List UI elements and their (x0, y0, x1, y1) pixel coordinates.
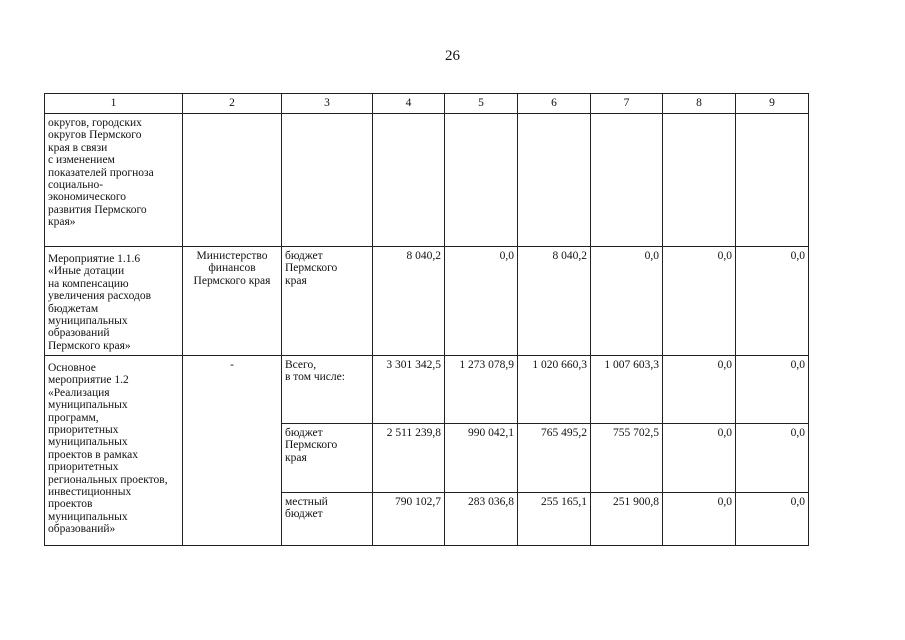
value-cell: 0,0 (591, 247, 663, 356)
value-cell: 0,0 (663, 356, 736, 424)
value-cell (736, 114, 809, 247)
executor-cell: - (183, 356, 282, 546)
column-header: 5 (445, 94, 518, 114)
funding-source-cell: бюджет Пермского края (282, 247, 373, 356)
value-cell: 1 020 660,3 (518, 356, 591, 424)
column-header: 4 (373, 94, 445, 114)
value-cell: 251 900,8 (591, 493, 663, 546)
value-cell (373, 114, 445, 247)
column-header: 9 (736, 94, 809, 114)
value-cell: 790 102,7 (373, 493, 445, 546)
value-cell (591, 114, 663, 247)
column-header: 8 (663, 94, 736, 114)
value-cell: 0,0 (736, 424, 809, 493)
budget-table (44, 93, 809, 546)
funding-source-cell (282, 114, 373, 247)
value-cell: 3 301 342,5 (373, 356, 445, 424)
value-cell: 8 040,2 (518, 247, 591, 356)
table-header-row (45, 94, 809, 114)
value-cell: 0,0 (736, 247, 809, 356)
value-cell (445, 114, 518, 247)
value-cell: 0,0 (445, 247, 518, 356)
column-header: 6 (518, 94, 591, 114)
column-header: 3 (282, 94, 373, 114)
column-header: 2 (183, 94, 282, 114)
table-row (45, 114, 809, 247)
funding-source-cell: местный бюджет (282, 493, 373, 546)
column-header: 7 (591, 94, 663, 114)
page-number: 26 (445, 48, 460, 64)
value-cell: 0,0 (663, 493, 736, 546)
value-cell: 0,0 (663, 247, 736, 356)
value-cell (518, 114, 591, 247)
value-cell: 1 273 078,9 (445, 356, 518, 424)
table-row (45, 356, 809, 424)
value-cell (663, 114, 736, 247)
executor-cell: Министерство финансов Пермского края (183, 247, 282, 356)
value-cell: 990 042,1 (445, 424, 518, 493)
value-cell: 2 511 239,8 (373, 424, 445, 493)
executor-cell (183, 114, 282, 247)
column-header: 1 (45, 94, 183, 114)
value-cell: 765 495,2 (518, 424, 591, 493)
value-cell: 255 165,1 (518, 493, 591, 546)
measure-name-cell: округов, городских округов Пермского края в связи с изменением показателей прогноза социально- экономического развития Пермского края» (45, 114, 183, 247)
value-cell: 0,0 (663, 424, 736, 493)
value-cell: 755 702,5 (591, 424, 663, 493)
value-cell: 8 040,2 (373, 247, 445, 356)
value-cell: 0,0 (736, 356, 809, 424)
funding-source-cell: Всего, в том числе: (282, 356, 373, 424)
funding-source-cell: бюджет Пермского края (282, 424, 373, 493)
measure-name-cell: Основное мероприятие 1.2 «Реализация муниципальных программ, приоритетных муниципальных проектов в рамках приоритетных региональных проектов, инвестиционных проектов муниципальных образований» (45, 356, 183, 546)
measure-name-cell: Мероприятие 1.1.6 «Иные дотации на компенсацию увеличения расходов бюджетам муниципальных образований Пермского края» (45, 247, 183, 356)
table-row (45, 247, 809, 356)
value-cell: 1 007 603,3 (591, 356, 663, 424)
value-cell: 0,0 (736, 493, 809, 546)
value-cell: 283 036,8 (445, 493, 518, 546)
